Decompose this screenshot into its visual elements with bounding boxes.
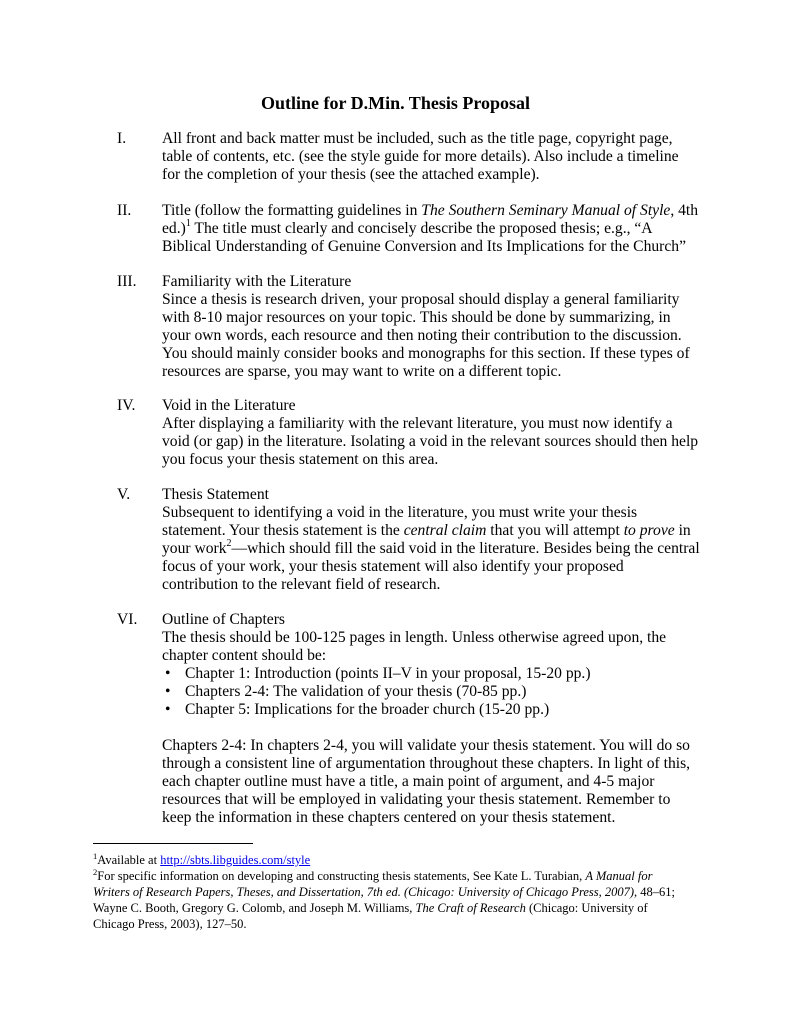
section-body [162,611,707,827]
bullet-icon: • [165,665,171,682]
paragraph-line: each chapter outline must have a title, a main point of argument, and 4-5 major [162,773,655,790]
list-item: • Chapter 5: Implications for the broader church (15-20 pp.) [165,701,550,718]
section-numeral: III. [117,273,137,290]
paragraph-line: void (or gap) in the literature. Isolating a void in the relevant sources should then help [162,433,699,450]
paragraph-line: After displaying a familiarity with the relevant literature, you must now identify a [162,415,673,432]
section-body [162,130,707,184]
bullet-icon: • [165,683,171,700]
paragraph-line: statement. Your thesis statement is the central claim that you will attempt to prove in [162,522,691,539]
manual-title: The Southern Seminary Manual of Style [421,202,671,219]
section-numeral: II. [117,202,132,219]
paragraph-line: Subsequent to identifying a void in the literature, you must write your thesis [162,504,638,521]
list-item: • Chapter 1: Introduction (points II–V in your proposal, 15-20 pp.) [165,665,591,682]
paragraph-line: The thesis should be 100-125 pages in length. Unless otherwise agreed upon, the [162,629,667,646]
section-body [162,202,707,256]
section-body [162,397,707,469]
paragraph-line: keep the information in these chapters centered on your thesis statement. [162,809,616,826]
section-numeral: VI. [117,611,138,628]
footnote-2: $^2$For specific information on developing and constructing thesis statements, See Kate L. Turabian, A Manual for [93,867,653,883]
section-heading: Void in the Literature [162,397,296,414]
emphasis-central-claim: central claim [403,522,487,539]
paragraph-line: Biblical Understanding of Genuine Conversion and Its Implications for the Church” [162,238,687,255]
section-body [162,273,707,381]
paragraph-line: You should mainly consider books and monographs for this section. If these types of [162,345,690,362]
section-numeral: I. [117,130,127,147]
footnote-1: $^1$Available at http://sbts.libguides.com/style [93,851,311,867]
chapter-list [162,665,707,719]
paragraph-line: focus of your work, your thesis statement will also identify your proposed [162,558,624,575]
footnote-divider [93,843,253,844]
paragraph-line: ed.)$^1$ The title must clearly and concisely describe the proposed thesis; e.g., “A [162,218,653,237]
section-heading: Thesis Statement [162,486,269,503]
paragraph-line: through a consistent line of argumentation throughout these chapters. In light of this, [162,755,691,772]
paragraph-line: your own words, each resource and then noting their contribution to the discussion. [162,327,682,344]
emphasis-to-prove: to prove [623,522,675,539]
paragraph-line: table of contents, etc. (see the style guide for more details). Also include a timeline [162,148,679,165]
footnote-2-line: Wayne C. Booth, Gregory G. Colomb, and Joseph M. Williams, The Craft of Research (Chicago: University of [93,901,648,915]
section-numeral: V. [117,486,131,503]
section-body [162,486,707,594]
footnotes [93,852,693,932]
footnote-2-line: Writers of Research Papers, Theses, and Dissertation, 7th ed. (Chicago: University of Chicago Press, 2007), 48–61; [93,885,676,899]
page-title: Outline for D.Min. Thesis Proposal [260,93,531,113]
paragraph-line: Title (follow the formatting guidelines in The Southern Seminary Manual of Style, 4th [162,202,699,219]
paragraph-line: contribution to the relevant field of research. [162,576,441,593]
paragraph-line: All front and back matter must be included, such as the title page, copyright page, [162,130,673,147]
paragraph-line: for the completion of your thesis (see the attached example). [162,166,540,183]
paragraph-line: your work$^2$—which should fill the said void in the literature. Besides being the central [162,538,700,557]
paragraph-line: resources that will be employed in validating your thesis statement. Remember to [162,791,671,808]
paragraph-line: with 8-10 major resources on your topic. This should be done by summarizing, in [162,309,671,326]
section-heading: Outline of Chapters [162,611,285,628]
paragraph-line: Chapters 2-4: In chapters 2-4, you will validate your thesis statement. You will do so [162,737,690,754]
section-numeral: IV. [117,397,136,414]
paragraph-line: Since a thesis is research driven, your proposal should display a general familiarity [162,291,680,308]
paragraph-line: chapter content should be: [162,647,327,664]
paragraph-line: resources are sparse, you may want to write on a different topic. [162,363,562,380]
section-heading: Familiarity with the Literature [162,273,352,290]
footnote-2-line: Chicago Press, 2003), 127–50. [93,917,247,931]
footnote-ref-1[interactable]: 1 [185,218,191,229]
list-item: • Chapters 2-4: The validation of your thesis (70-85 pp.) [165,683,527,700]
paragraph-line: you focus your thesis statement on this area. [162,451,439,468]
bullet-icon: • [165,701,171,718]
style-guide-link[interactable]: http://sbts.libguides.com/style [160,853,311,867]
footnote-ref-2[interactable]: 2 [226,538,232,549]
